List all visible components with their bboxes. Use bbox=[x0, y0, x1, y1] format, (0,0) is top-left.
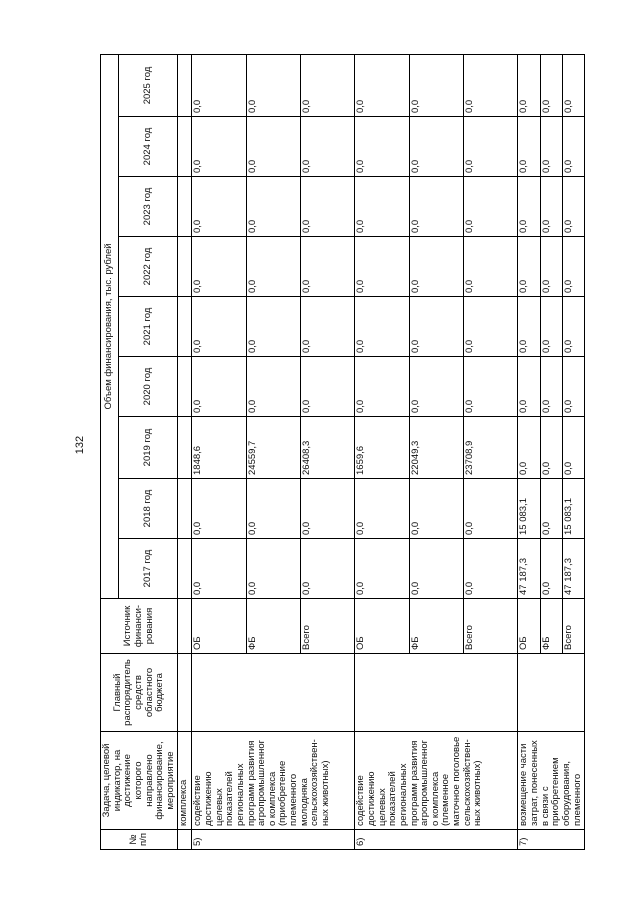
cell-value: 47 187,3 bbox=[518, 539, 540, 599]
cell-value: 0,0 bbox=[409, 117, 463, 177]
cell-value: 0,0 bbox=[355, 479, 409, 539]
row-source: Всего bbox=[464, 599, 518, 654]
cell-value: 0,0 bbox=[518, 357, 540, 417]
cell-value: 0,0 bbox=[301, 357, 355, 417]
header-year: 2020 год bbox=[119, 357, 178, 417]
cell-value: 15 083,1 bbox=[518, 479, 540, 539]
header-year: 2019 год bbox=[119, 417, 178, 479]
cell-value: 0,0 bbox=[464, 297, 518, 357]
cell-value: 0,0 bbox=[192, 357, 246, 417]
cell-value: 1848,6 bbox=[192, 417, 246, 479]
header-task: Задача, целевой индикатор, на достижение которого направлено финансирование, мероприятие bbox=[101, 732, 178, 830]
rotated-page bbox=[100, 55, 610, 850]
cell-value: 0,0 bbox=[301, 479, 355, 539]
cell-value: 0,0 bbox=[562, 357, 584, 417]
cell-value: 0,0 bbox=[562, 54, 584, 116]
cell-value: 0,0 bbox=[355, 357, 409, 417]
cell-value: 0,0 bbox=[355, 297, 409, 357]
cell-value: 0,0 bbox=[540, 54, 562, 116]
cell-value: 22049,3 bbox=[409, 417, 463, 479]
item-task: возмещение части затрат, понесенных в связи с приобретением оборудования, племенного bbox=[518, 732, 585, 830]
cell-value: 0,0 bbox=[540, 479, 562, 539]
cell-value: 0,0 bbox=[355, 54, 409, 116]
cell-value: 0,0 bbox=[562, 417, 584, 479]
cell-value: 47 187,3 bbox=[562, 539, 584, 599]
cell-value: 0,0 bbox=[562, 297, 584, 357]
cell-value: 0,0 bbox=[409, 297, 463, 357]
row-source: ФБ bbox=[246, 599, 300, 654]
cell-value: 0,0 bbox=[464, 237, 518, 297]
cell-value: 0,0 bbox=[192, 539, 246, 599]
cell-value: 0,0 bbox=[246, 297, 300, 357]
cell-value: 0,0 bbox=[355, 117, 409, 177]
cell-value: 0,0 bbox=[518, 117, 540, 177]
item-number: 5) bbox=[192, 830, 355, 850]
cell-value: 0,0 bbox=[464, 177, 518, 237]
cell-value: 0,0 bbox=[540, 237, 562, 297]
cell-value: 0,0 bbox=[246, 177, 300, 237]
row-source: ФБ bbox=[540, 599, 562, 654]
cell-value: 0,0 bbox=[301, 297, 355, 357]
item-manager bbox=[192, 654, 355, 732]
header-manager: Главный распорядитель средств областного бюджета bbox=[101, 654, 178, 732]
cell-value: 23708,9 bbox=[464, 417, 518, 479]
cell-value: 0,0 bbox=[246, 237, 300, 297]
cell-value: 0,0 bbox=[464, 357, 518, 417]
cell-value: 0,0 bbox=[540, 177, 562, 237]
row-source: ОБ bbox=[518, 599, 540, 654]
cell-value: 0,0 bbox=[518, 417, 540, 479]
cell-value: 0,0 bbox=[409, 357, 463, 417]
continuation-row bbox=[178, 54, 192, 849]
cell-value: 0,0 bbox=[246, 479, 300, 539]
row-source: Всего bbox=[562, 599, 584, 654]
cell-value: 0,0 bbox=[540, 117, 562, 177]
cell-value: 0,0 bbox=[464, 479, 518, 539]
cell-value: 0,0 bbox=[301, 539, 355, 599]
table-row bbox=[518, 54, 540, 849]
header-year: 2025 год bbox=[119, 54, 178, 116]
cell-value: 0,0 bbox=[355, 177, 409, 237]
cell-value: 0,0 bbox=[192, 54, 246, 116]
row-source: ОБ bbox=[355, 599, 409, 654]
header-year: 2022 год bbox=[119, 237, 178, 297]
cell-value: 0,0 bbox=[464, 117, 518, 177]
cell-value: 1659,6 bbox=[355, 417, 409, 479]
cell-value: 0,0 bbox=[562, 177, 584, 237]
cell-value: 0,0 bbox=[464, 539, 518, 599]
continuation-text: комплекса bbox=[178, 732, 192, 830]
header-source: Источник финанси-рования bbox=[101, 599, 178, 654]
cell-value: 0,0 bbox=[355, 237, 409, 297]
cell-value: 26408,3 bbox=[301, 417, 355, 479]
header-year: 2021 год bbox=[119, 297, 178, 357]
header-row-1 bbox=[101, 54, 119, 849]
cell-value: 0,0 bbox=[562, 117, 584, 177]
cell-value: 0,0 bbox=[246, 117, 300, 177]
item-manager bbox=[355, 654, 518, 732]
row-source: ФБ bbox=[409, 599, 463, 654]
cell-value: 0,0 bbox=[540, 539, 562, 599]
cell-value: 0,0 bbox=[518, 54, 540, 116]
cell-value: 0,0 bbox=[409, 479, 463, 539]
header-num: № п/п bbox=[101, 830, 178, 850]
table-row bbox=[355, 54, 409, 849]
cell-value: 0,0 bbox=[301, 54, 355, 116]
item-task: содействие достижению целевых показателей региональных программ развития агропромышленного комплекса (племенное маточное поголовье сельскохозяйствен-ных животных) bbox=[355, 732, 518, 830]
cell-value: 0,0 bbox=[518, 237, 540, 297]
cell-value: 15 083,1 bbox=[562, 479, 584, 539]
cell-value: 0,0 bbox=[246, 539, 300, 599]
header-year: 2018 год bbox=[119, 479, 178, 539]
header-volume: Объем финансирования, тыс. рублей bbox=[101, 54, 119, 598]
cell-value: 0,0 bbox=[246, 357, 300, 417]
cell-value: 0,0 bbox=[540, 357, 562, 417]
cell-value: 0,0 bbox=[355, 539, 409, 599]
cell-value: 0,0 bbox=[192, 237, 246, 297]
cell-value: 0,0 bbox=[192, 297, 246, 357]
cell-value: 0,0 bbox=[301, 237, 355, 297]
cell-value: 0,0 bbox=[192, 479, 246, 539]
item-number: 6) bbox=[355, 830, 518, 850]
cell-value: 0,0 bbox=[301, 177, 355, 237]
cell-value: 0,0 bbox=[562, 237, 584, 297]
cell-value: 0,0 bbox=[246, 54, 300, 116]
financing-table bbox=[100, 54, 585, 850]
cell-value: 0,0 bbox=[301, 117, 355, 177]
cell-value: 0,0 bbox=[409, 54, 463, 116]
header-year: 2024 год bbox=[119, 117, 178, 177]
cell-value: 0,0 bbox=[518, 177, 540, 237]
cell-value: 0,0 bbox=[464, 54, 518, 116]
header-year: 2023 год bbox=[119, 177, 178, 237]
header-year: 2017 год bbox=[119, 539, 178, 599]
item-task: содействие достижению целевых показателей региональных программ развития агропромышленного комплекса (приобретение племенного молодняка сельскохозяйствен-ных животных) bbox=[192, 732, 355, 830]
cell-value: 0,0 bbox=[540, 417, 562, 479]
cell-value: 0,0 bbox=[540, 297, 562, 357]
item-manager bbox=[518, 654, 585, 732]
cell-value: 0,0 bbox=[409, 237, 463, 297]
cell-value: 0,0 bbox=[518, 297, 540, 357]
cell-value: 0,0 bbox=[409, 539, 463, 599]
cell-value: 24559,7 bbox=[246, 417, 300, 479]
page-number: 132 bbox=[74, 435, 86, 455]
table-row bbox=[192, 54, 246, 849]
row-source: Всего bbox=[301, 599, 355, 654]
row-source: ОБ bbox=[192, 599, 246, 654]
cell-value: 0,0 bbox=[409, 177, 463, 237]
cell-value: 0,0 bbox=[192, 177, 246, 237]
cell-value: 0,0 bbox=[192, 117, 246, 177]
item-number: 7) bbox=[518, 830, 585, 850]
